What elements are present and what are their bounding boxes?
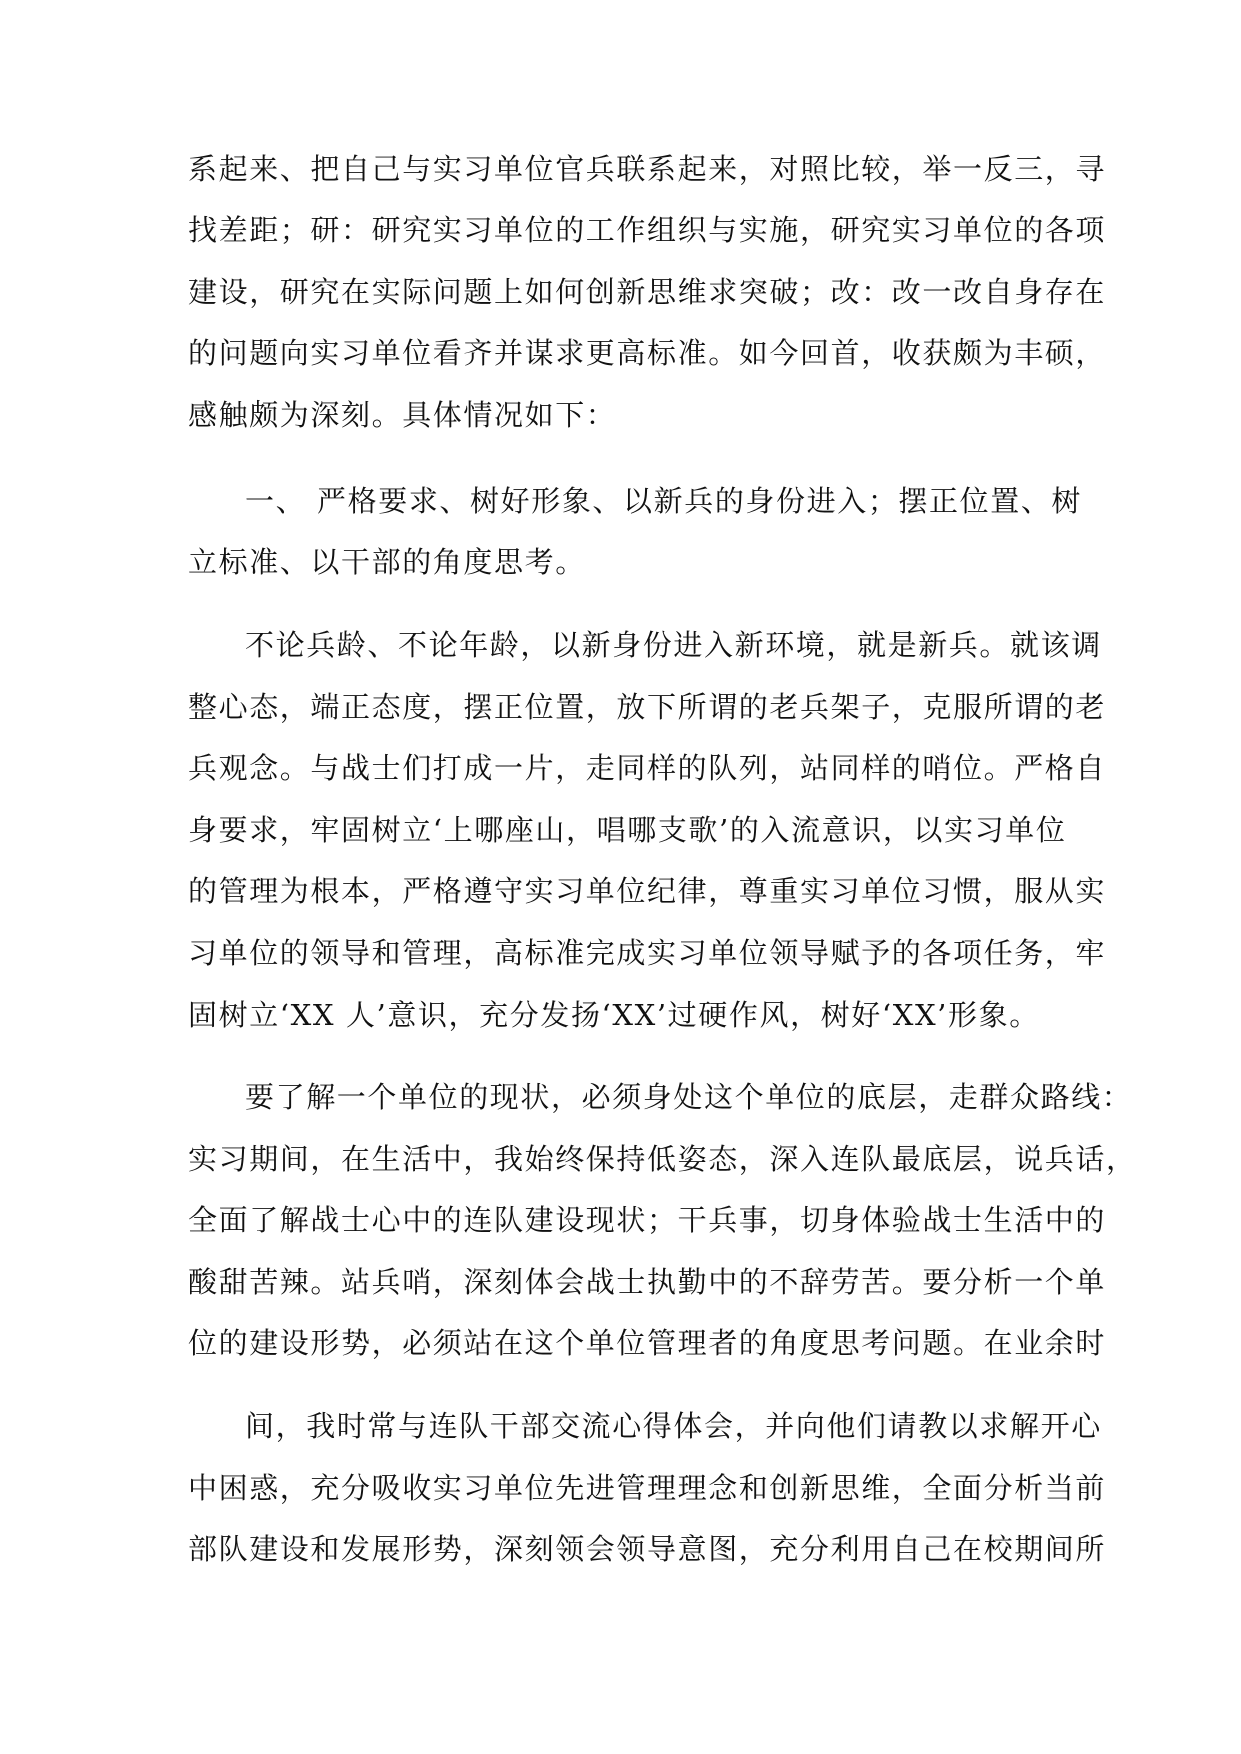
text-line: 兵观念。与战士们打成一片，走同样的队列，站同样的哨位。严格自 — [188, 751, 1107, 785]
text-line: 不论兵龄、不论年龄，以新身份进入新环境，就是新兵。就该调 — [245, 628, 1102, 662]
text-line: 的问题向实习单位看齐并谋求更高标准。如今回首，收获颇为丰硕， — [188, 336, 1107, 370]
text-line: 全面了解战士心中的连队建设现状；干兵事，切身体验战士生活中的 — [188, 1203, 1107, 1237]
text-line: 系起来、把自己与实习单位官兵联系起来，对照比较，举一反三，寻 — [188, 152, 1107, 186]
text-line: 位的建设形势，必须站在这个单位管理者的角度思考问题。在业余时 — [188, 1326, 1107, 1360]
text-line: 感触颇为深刻。具体情况如下： — [188, 398, 617, 432]
text-line: 身要求，牢固树立‘上哪座山，唱哪支歌’的入流意识，以实习单位 — [188, 813, 1067, 847]
text-line: 习单位的领导和管理，高标准完成实习单位领导赋予的各项任务，牢 — [188, 936, 1107, 970]
text-line: 实习期间，在生活中，我始终保持低姿态，深入连队最底层，说兵话， — [188, 1142, 1137, 1176]
text-line: 找差距；研：研究实习单位的工作组织与实施，研究实习单位的各项 — [188, 213, 1107, 247]
text-line: 建设，研究在实际问题上如何创新思维求突破；改：改一改自身存在 — [188, 275, 1107, 309]
text-line: 整心态，端正态度，摆正位置，放下所谓的老兵架子，克服所谓的老 — [188, 690, 1107, 724]
text-line: 固树立‘XX 人’意识，充分发扬‘XX’过硬作风，树好‘XX’形象。 — [188, 998, 1040, 1032]
text-line: 的管理为根本，严格遵守实习单位纪律，尊重实习单位习惯，服从实 — [188, 874, 1107, 908]
text-line: 中困惑，充分吸收实习单位先进管理理念和创新思维，全面分析当前 — [188, 1471, 1107, 1505]
text-line: 一、 严格要求、树好形象、以新兵的身份进入；摆正位置、树 — [245, 484, 1083, 518]
text-line: 酸甜苦辣。站兵哨，深刻体会战士执勤中的不辞劳苦。要分析一个单 — [188, 1265, 1107, 1299]
text-line: 立标准、以干部的角度思考。 — [188, 545, 586, 579]
text-line: 部队建设和发展形势，深刻领会领导意图，充分利用自己在校期间所 — [188, 1532, 1107, 1566]
text-line: 要了解一个单位的现状，必须身处这个单位的底层，走群众路线： — [245, 1080, 1133, 1114]
text-line: 间，我时常与连队干部交流心得体会，并向他们请教以求解开心 — [245, 1409, 1102, 1443]
